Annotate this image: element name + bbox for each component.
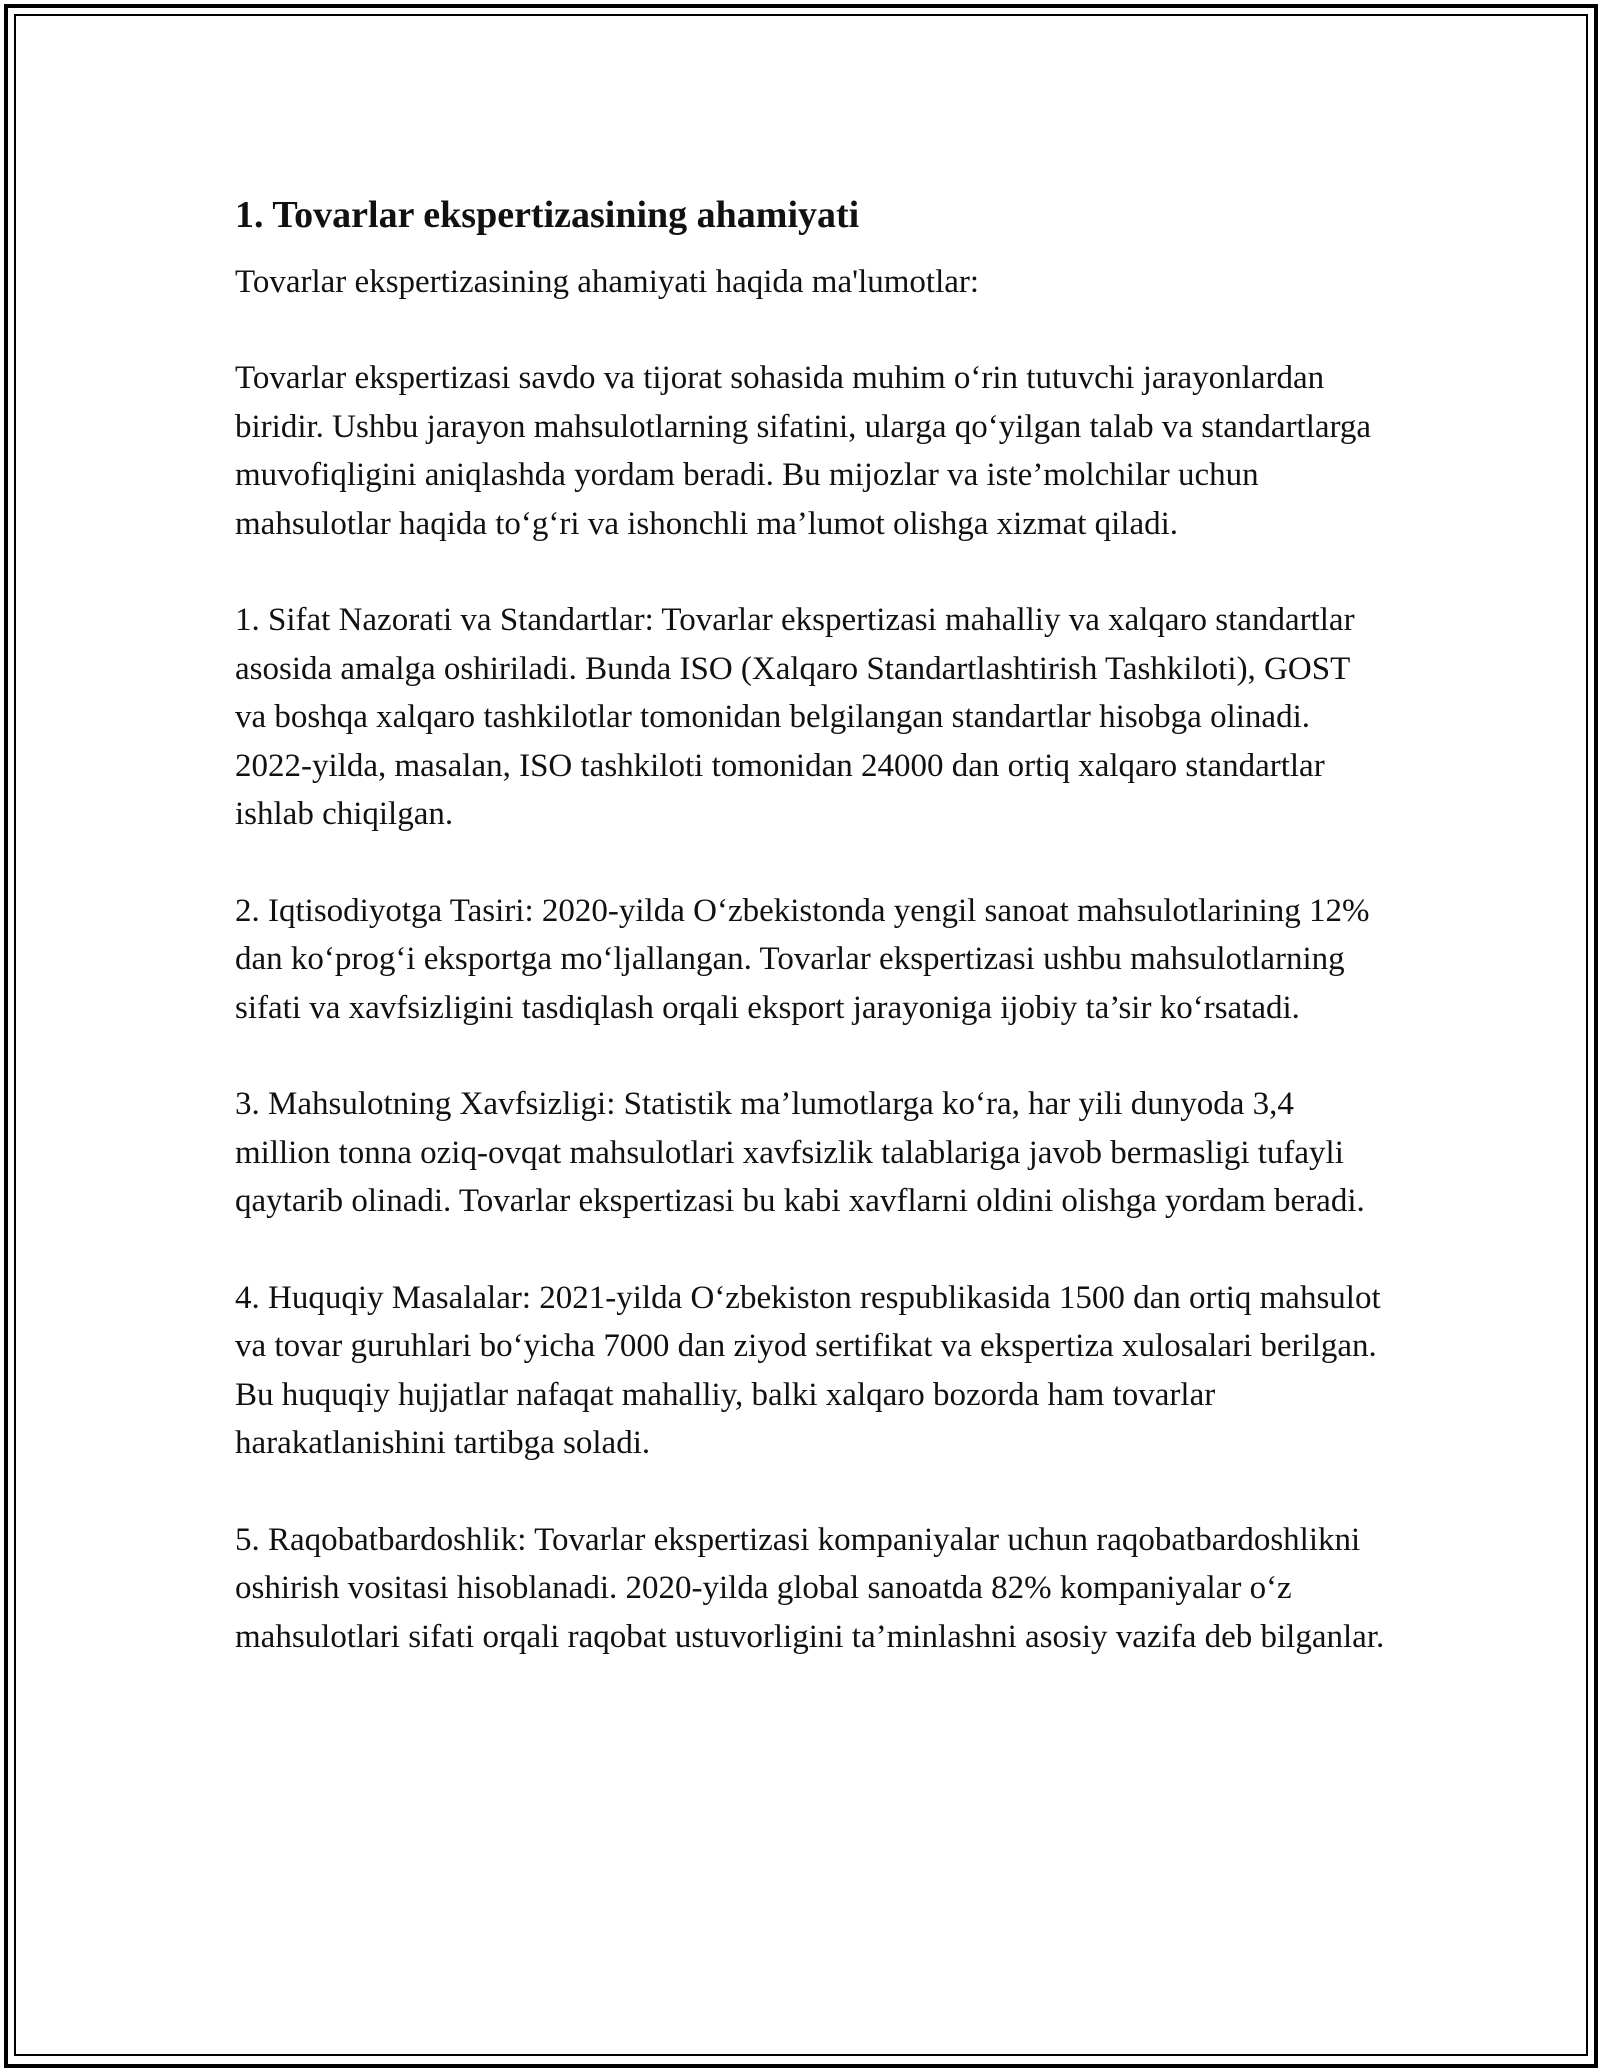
paragraph-quality-standards: 1. Sifat Nazorati va Standartlar: Tovarlar ekspertizasi mahalliy va xalqaro standartlar asosida amalga oshiriladi. Bunda ISO (Xalqaro Standartlashtirish Tashkiloti), GOST va boshqa xalqaro tashkilotlar tomonidan belgilangan standartlar hisobga olinadi. 2022-yilda, masalan, ISO tashkiloti tomonidan 24000 dan ortiq xalqaro standartlar ishlab chiqilgan.	[235, 602, 1355, 832]
document-body	[235, 186, 1385, 1661]
paragraph-legal-issues: 4. Huquqiy Masalalar: 2021-yilda O‘zbekiston respublikasida 1500 dan ortiq mahsulot va tovar guruhlari bo‘yicha 7000 dan ziyod sertifikat va ekspertiza xulosalari berilgan. Bu huquqiy hujjatlar nafaqat mahalliy, balki xalqaro bozorda ham tovarlar harakatlanishini tartibga soladi.	[235, 1279, 1381, 1461]
paragraph-overview: Tovarlar ekspertizasi savdo va tijorat sohasida muhim o‘rin tutuvchi jarayonlardan biridir. Ushbu jarayon mahsulotlarning sifatini, ularga qo‘yilgan talab va standartlarga muvofiqligini aniqlashda yordam beradi. Bu mijozlar va iste’molchilar uchun mahsulotlar haqida to‘g‘ri va ishonchli ma’lumot olishga xizmat qiladi.	[235, 360, 1372, 542]
paragraph-competitiveness: 5. Raqobatbardoshlik: Tovarlar ekspertizasi kompaniyalar uchun raqobatbardoshlikni oshirish vositasi hisoblanadi. 2020-yilda global sanoatda 82% kompaniyalar o‘z mahsulotlari sifati orqali raqobat ustuvorligini ta’minlashni asosiy vazifa deb bilganlar.	[235, 1521, 1385, 1655]
paragraph-economic-impact: 2. Iqtisodiyotga Tasiri: 2020-yilda O‘zbekistonda yengil sanoat mahsulotlarining 12% dan ko‘prog‘i eksportga mo‘ljallangan. Tovarlar ekspertizasi ushbu mahsulotlarning sifati va xavfsizligini tasdiqlash orqali eksport jarayoniga ijobiy ta’sir ko‘rsatadi.	[235, 892, 1370, 1026]
paragraph-product-safety: 3. Mahsulotning Xavfsizligi: Statistik ma’lumotlarga ko‘ra, har yili dunyoda 3,4 million tonna oziq-ovqat mahsulotlari xavfsizlik talablariga javob bermasligi tufayli qaytarib olinadi. Tovarlar ekspertizasi bu kabi xavflarni oldini olishga yordam beradi.	[235, 1086, 1365, 1219]
intro-line: Tovarlar ekspertizasining ahamiyati haqida ma'lumotlar:	[235, 264, 980, 300]
document-title: 1. Tovarlar ekspertizasining ahamiyati	[235, 194, 860, 236]
